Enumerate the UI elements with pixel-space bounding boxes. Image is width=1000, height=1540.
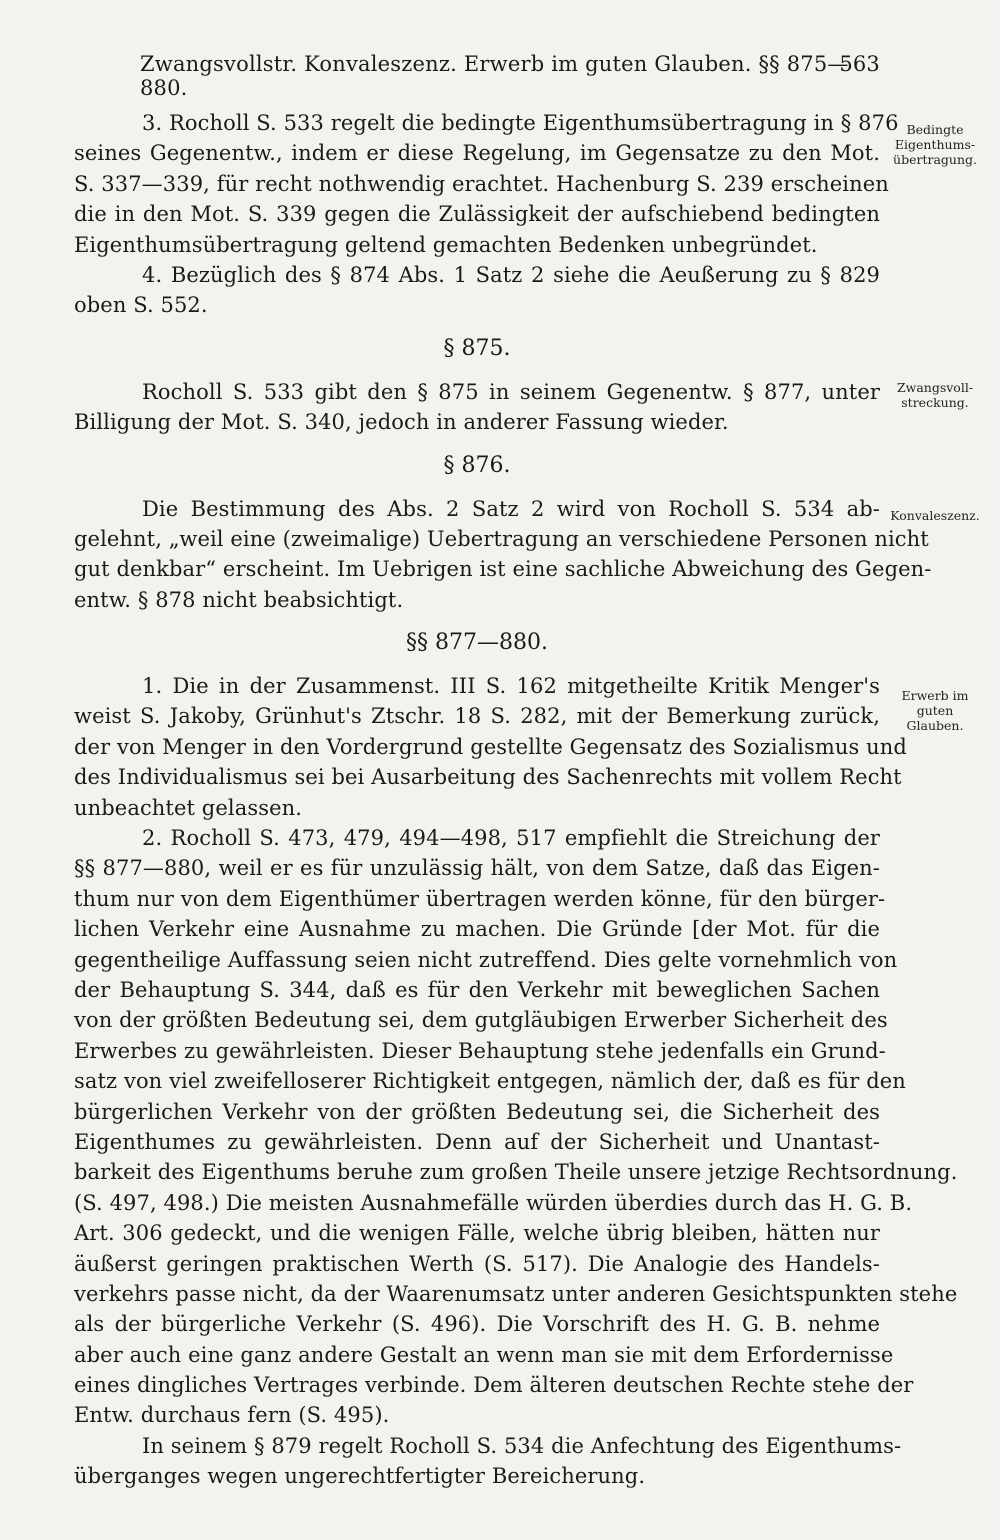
margin-note-konvaleszenz [882, 508, 988, 523]
text-line: 4. Bezüglich des § 874 Abs. 1 Satz 2 siehe die Aeußerung zu § 829 [142, 262, 880, 287]
text-line: weist S. Jakoby, Grünhut's Ztschr. 18 S. 282, mit der Bemerkung zurück, [74, 704, 880, 729]
text-line: 2. Rocholl S. 473, 479, 494—498, 517 empfiehlt die Streichung der [142, 826, 880, 851]
text-line: als der bürgerliche Verkehr (S. 496). Die Vorschrift des H. G. B. nehme [74, 1312, 880, 1337]
paragraph [74, 494, 932, 616]
text-line: S. 337—339, für recht nothwendig erachtet. Hachenburg S. 239 erscheinen [74, 171, 889, 196]
margin-note-erwerb-im-guten-glauben [882, 688, 988, 733]
margin-note-zwangsvollstreckung [882, 380, 988, 410]
text-line: des Individualismus sei bei Ausarbeitung des Sachenrechts mit vollem Recht [74, 765, 902, 790]
text-line: Eigenthumsübertragung geltend gemachten Bedenken unbegründet. [74, 232, 818, 257]
page-number: 563 [839, 52, 880, 76]
text-line: satz von viel zweifelloserer Richtigkeit entgegen, nämlich der, daß es für den [74, 1069, 906, 1094]
text-line: §§ 877—880, weil er es für unzulässig hält, von dem Satze, daß das Eigen- [74, 856, 880, 881]
text-line: entw. § 878 nicht beabsichtigt. [74, 587, 404, 612]
margin-note-line: Zwangsvoll- [896, 380, 974, 395]
paragraph [74, 1431, 902, 1492]
text-line: überganges wegen ungerechtfertigter Bereicherung. [74, 1464, 646, 1489]
text-line: äußerst geringen praktischen Werth (S. 517). Die Analogie des Handels- [74, 1251, 880, 1276]
margin-note-line: Glauben. [906, 718, 964, 733]
text-line: barkeit des Eigenthums beruhe zum großen Theile unsere jetzige Rechtsordnung. [74, 1160, 958, 1185]
text-line: Rocholl S. 533 gibt den § 875 in seinem Gegenentw. § 877, unter [142, 379, 880, 404]
text-line: von der größten Bedeutung sei, dem gutgläubigen Erwerber Sicherheit des [74, 1008, 888, 1033]
text-line: der von Menger in den Vordergrund gestellte Gegensatz des Sozialismus und [74, 734, 907, 759]
text-line: aber auch eine ganz andere Gestalt an wenn man sie mit dem Erfordernisse [74, 1342, 894, 1367]
text-line: 1. Die in der Zusammenst. III S. 162 mitgetheilte Kritik Menger's [142, 674, 880, 699]
margin-note-line: Bedingte [906, 122, 964, 137]
text-line: Entw. durchaus fern (S. 495). [74, 1403, 390, 1428]
margin-note-line: streckung. [901, 395, 969, 410]
margin-note-line: Erwerb im [901, 688, 969, 703]
text-line: gelehnt, „weil eine (zweimalige) Uebertragung an verschiedene Personen nicht [74, 526, 929, 551]
text-line: Eigenthumes zu gewährleisten. Denn auf der Sicherheit und Unantast- [74, 1129, 880, 1154]
running-head-title: Zwangsvollstr. Konvaleszenz. Erwerb im guten Glauben. §§ 875—880. [140, 52, 849, 100]
paragraph [74, 671, 907, 823]
text-line: eines dingliches Vertrages verbinde. Dem älteren deutschen Rechte stehe der [74, 1373, 914, 1398]
text-line: unbeachtet gelassen. [74, 795, 302, 820]
paragraph [74, 260, 880, 321]
text-line: verkehrs passe nicht, da der Waarenumsatz unter anderen Gesichtspunkten stehe [74, 1281, 958, 1306]
margin-note-line: Konvaleszenz. [890, 508, 980, 523]
paragraph [74, 108, 899, 260]
text-line: (S. 497, 498.) Die meisten Ausnahmefälle würden überdies durch das H. G. B. [74, 1190, 913, 1215]
text-line: Art. 306 gedeckt, und die wenigen Fälle, welche übrig bleiben, hätten nur [74, 1221, 880, 1246]
paragraph [74, 377, 880, 438]
margin-note-line: Eigenthums- [894, 137, 976, 152]
text-line: oben S. 552. [74, 293, 208, 318]
text-line: In seinem § 879 regelt Rocholl S. 534 die Anfechtung des Eigenthums- [142, 1433, 902, 1458]
text-line: 3. Rocholl S. 533 regelt die bedingte Eigenthumsübertragung in § 876 [142, 111, 899, 135]
running-head [140, 52, 880, 100]
margin-note-bedingte-eigenthumsuebertragung [882, 122, 988, 167]
text-line: gut denkbar“ erscheint. Im Uebrigen ist eine sachliche Abweichung des Gegen- [74, 557, 932, 582]
paragraph [74, 823, 958, 1431]
text-line: Die Bestimmung des Abs. 2 Satz 2 wird von Rocholl S. 534 ab- [142, 496, 880, 521]
text-line: Billigung der Mot. S. 340, jedoch in anderer Fassung wieder. [74, 410, 729, 435]
text-line: Erwerbes zu gewährleisten. Dieser Behauptung stehe jedenfalls ein Grund- [74, 1038, 886, 1063]
margin-note-line: übertragung. [893, 152, 977, 167]
text-line: gegentheilige Auffassung seien nicht zutreffend. Dies gelte vornehmlich von [74, 947, 898, 972]
text-line: die in den Mot. S. 339 gegen die Zulässigkeit der aufschiebend bedingten [74, 202, 880, 227]
text-line: der Behauptung S. 344, daß es für den Verkehr mit beweglichen Sachen [74, 977, 880, 1002]
text-line: thum nur von dem Eigenthümer übertragen werden könne, für den bürger- [74, 886, 886, 911]
section-heading: § 876. [443, 452, 511, 478]
text-line: seines Gegenentw., indem er diese Regelung, im Gegensatze zu den Mot. [74, 141, 880, 166]
margin-note-line: guten [916, 703, 954, 718]
text-line: lichen Verkehr eine Ausnahme zu machen. Die Gründe [der Mot. für die [74, 917, 880, 942]
text-line: bürgerlichen Verkehr von der größten Bedeutung sei, die Sicherheit des [74, 1099, 880, 1124]
section-heading: § 875. [443, 335, 511, 361]
section-heading: §§ 877—880. [406, 630, 548, 656]
